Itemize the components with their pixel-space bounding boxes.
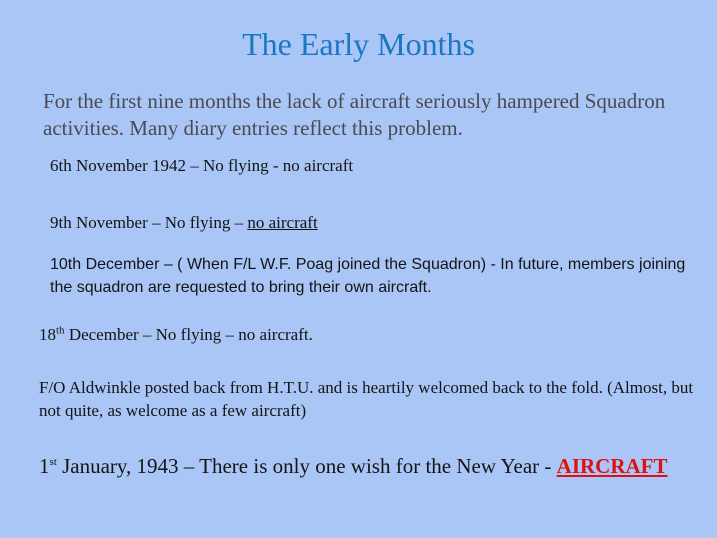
diary-entry-dec18-text: December – No flying – no aircraft. bbox=[64, 325, 313, 344]
diary-entry-nov9-underlined: no aircraft bbox=[247, 213, 318, 232]
diary-entry-dec18-day: 18 bbox=[39, 325, 56, 344]
diary-entry-nov9-text: 9th November – No flying – bbox=[50, 213, 248, 232]
aircraft-emphasis: AIRCRAFT bbox=[556, 454, 668, 478]
diary-entry-nov6: 6th November 1942 – No flying - no aircraft bbox=[50, 156, 354, 175]
diary-entry-jan1-suffix: st bbox=[49, 456, 57, 468]
diary-entry-dec10: 10th December – ( When F/L W.F. Poag joined the Squadron) - In future, members joining the squadron are requested to bring their own aircraft. bbox=[50, 256, 686, 296]
diary-entry-jan1-text: January, 1943 – There is only one wish for the New Year - bbox=[56, 454, 557, 478]
diary-entry-jan1-day: 1 bbox=[39, 454, 50, 478]
diary-entry-dec18-suffix: th bbox=[56, 324, 65, 337]
diary-entry-aldwinkle: F/O Aldwinkle posted back from H.T.U. and is heartily welcomed back to the fold. (Almost, but not quite, as welcome as a few aircraft) bbox=[39, 378, 694, 420]
diary-entry-nov9 bbox=[50, 213, 318, 233]
intro-paragraph: For the first nine months the lack of aircraft seriously hampered Squadron activities. Many diary entries reflect this problem. bbox=[43, 89, 666, 140]
slide-title: The Early Months bbox=[242, 26, 475, 62]
diary-entry-dec18 bbox=[39, 325, 313, 345]
diary-entry-jan1 bbox=[39, 453, 709, 480]
